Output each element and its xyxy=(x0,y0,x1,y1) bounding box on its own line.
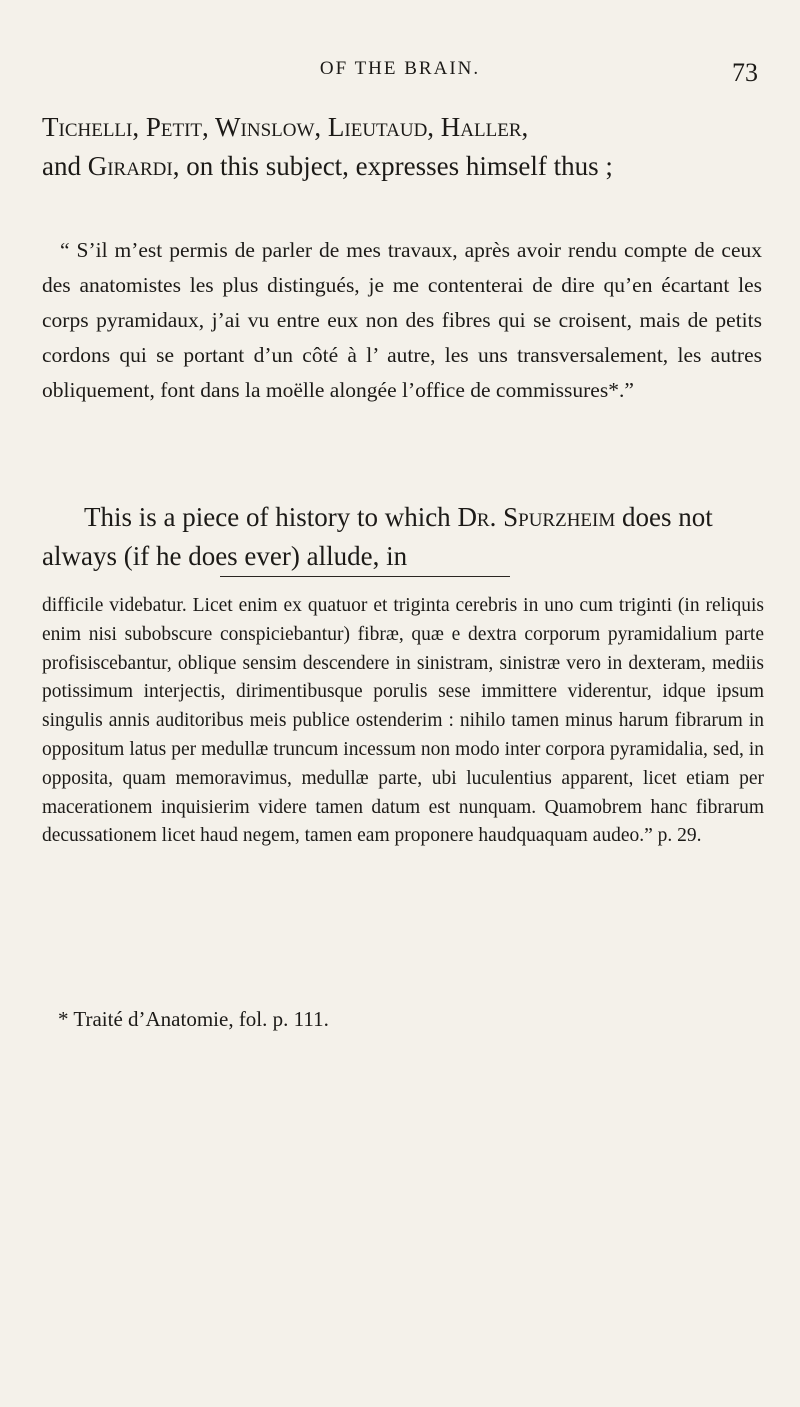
latin-footnote: difficile videbatur. Licet enim ex quatuor et triginta cerebris in uno cum triginti (in reliquis enim nisi subobscure conspiciebantur) fibræ, quæ e dextra corporum pyramidalium parte profisiscebantur, oblique sensim descendere in sinistram, sinistræ vero in dexteram, mediis potissimum interjectis, dirimentibusque porulis sese immittere viderentur, idque ipsum singulis annis auditoribus meis publice ostenderim : nihilo tamen minus harum fibrarum in oppositum latus per medullæ truncum incessum non modo inter corpora pyramidalia, sed, in opposita, quam memoravimus, medullæ parte, ubi luculentius apparent, licet etiam per macerationem inquisierim videre tamen datum est nunquam. Quamobrem hanc fibrarum decussationem licet haud negem, tamen eam proponere haudquaquam audeo.” p. 29. xyxy=(42,595,764,847)
french-quotation: “ S’il m’est permis de parler de mes travaux, après avoir rendu compte de ceux des anatomistes les plus distingués, je me contenterai de dire qu’en écartant les corps pyramidaux, j’ai vu entre eux non des fibres qui se croisent, mais de petits cordons qui se portant d’un côté à l’ autre, les uns transversalement, les autres obliquement, font dans la moëlle alongée l’office de commissures*.” xyxy=(42,238,762,402)
paragraph2-start: This is a piece of history to which xyxy=(84,502,451,532)
page-number: 73 xyxy=(732,58,758,87)
running-title: OF THE BRAIN. xyxy=(319,58,481,79)
paragraph-history xyxy=(42,498,760,576)
conjunction: and xyxy=(42,151,81,181)
footnote-reference: * Traité d’Anatomie, fol. p. 111. xyxy=(58,1007,329,1031)
author-girardi: Girardi xyxy=(87,151,173,181)
author-names: Tichelli, Petit, Winslow, Lieutaud, Haller, xyxy=(42,112,529,142)
running-head xyxy=(0,58,800,88)
paragraph-continuation xyxy=(42,108,760,186)
paragraph2-end: does not always (if he does ever) allude, in xyxy=(42,502,713,571)
dr-spurzheim: Dr. Spurzheim xyxy=(457,502,616,532)
paragraph1-rest: , on this subject, expresses himself thus ; xyxy=(172,151,613,181)
footnote-divider xyxy=(220,576,510,577)
